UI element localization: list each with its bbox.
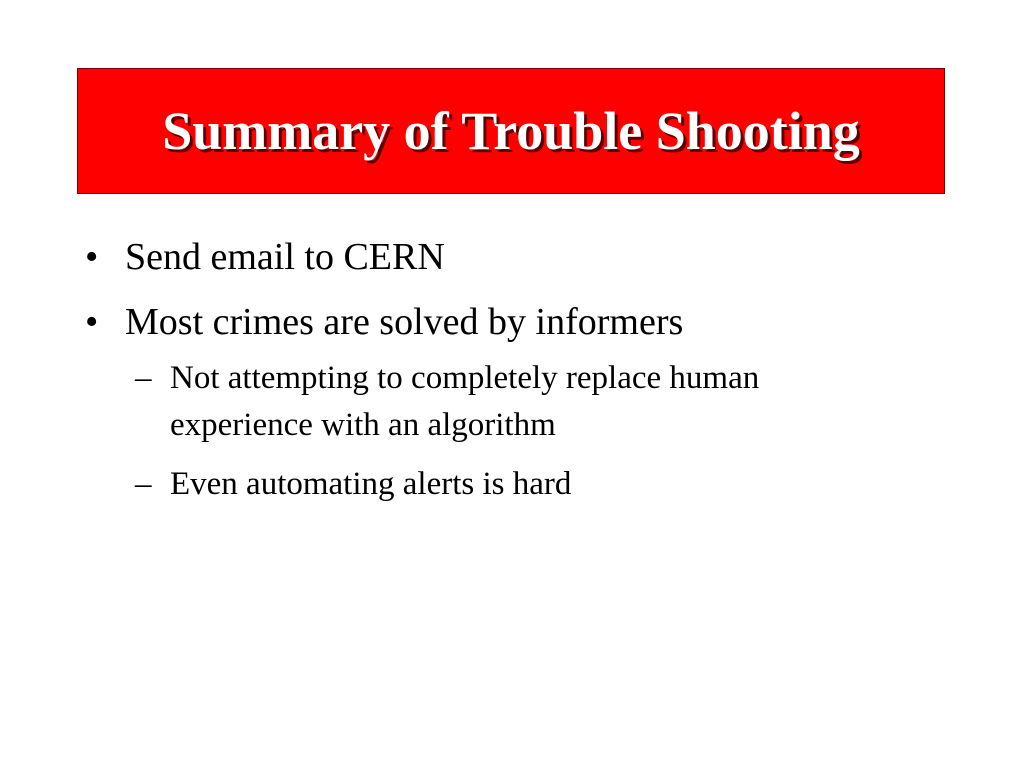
sub-bullet-list bbox=[135, 355, 945, 508]
sub-bullet-text: Not attempting to completely replace human experience with an algorithm bbox=[170, 360, 760, 443]
title-banner bbox=[77, 68, 945, 194]
sub-bullet-item-1 bbox=[135, 355, 945, 449]
bullet-marker: • bbox=[85, 236, 99, 278]
bullet-marker: • bbox=[85, 301, 99, 343]
dash-marker: – bbox=[135, 360, 152, 396]
sub-bullet-item-2 bbox=[135, 461, 945, 508]
bullet-item-1 bbox=[85, 233, 945, 281]
bullet-list bbox=[85, 233, 945, 520]
dash-marker: – bbox=[135, 466, 152, 502]
bullet-item-2 bbox=[85, 298, 945, 346]
slide-title: Summary of Trouble Shooting bbox=[162, 101, 860, 161]
sub-bullet-text: Even automating alerts is hard bbox=[170, 466, 572, 502]
bullet-text: Most crimes are solved by informers bbox=[125, 301, 684, 343]
bullet-text: Send email to CERN bbox=[125, 236, 445, 278]
